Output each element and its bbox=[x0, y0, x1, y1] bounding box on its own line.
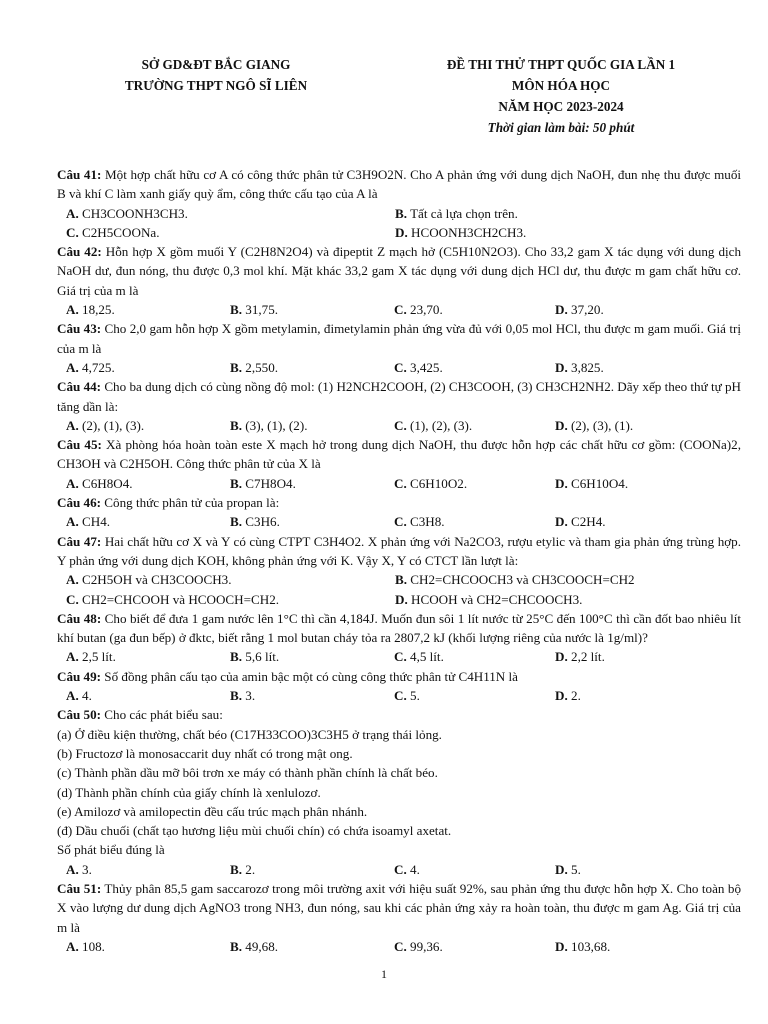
question-list bbox=[57, 165, 741, 705]
option-b[interactable]: B. 2,550. bbox=[230, 359, 279, 375]
option-b[interactable]: B. C7H8O4. bbox=[230, 475, 296, 491]
answer-options bbox=[57, 570, 741, 609]
option-c[interactable]: C. C2H5COONa. bbox=[66, 224, 160, 240]
answer-options bbox=[57, 647, 741, 666]
question-text: Công thức phân tử của propan là: bbox=[104, 495, 280, 511]
question-text: Cho các phát biểu sau: bbox=[104, 707, 223, 723]
option-a[interactable]: A. CH4. bbox=[66, 514, 111, 530]
question-text: Thủy phân 85,5 gam saccarozơ trong môi trường axit với hiệu suất 92%, sau phản ứng thu được hỗn hợp X. Cho toàn bộ X vào lượng dư dung dịch AgNO3 trong NH3, đun nóng, sau khi các phản ứng xảy ra hoàn toàn, thu được m gam Ag. Giá trị của m là bbox=[57, 880, 742, 935]
option-c[interactable]: C. 23,70. bbox=[394, 302, 443, 318]
option-a[interactable]: A. 3. bbox=[66, 861, 92, 877]
option-d[interactable]: D. 2. bbox=[555, 688, 581, 704]
subject-name: MÔN HÓA HỌC bbox=[511, 78, 611, 93]
question-44 bbox=[57, 377, 741, 435]
option-b[interactable]: B. 31,75. bbox=[230, 302, 279, 318]
school-year: NĂM HỌC 2023-2024 bbox=[498, 99, 624, 114]
question-46 bbox=[57, 493, 741, 532]
question-prompt: Số phát biểu đúng là bbox=[57, 842, 165, 858]
option-d[interactable]: D. 2,2 lít. bbox=[555, 649, 605, 665]
question-number: Câu 41: bbox=[57, 167, 102, 182]
option-b[interactable]: B. 5,6 lít. bbox=[230, 649, 280, 665]
question-text: Số đồng phân cấu tạo của amin bậc một có cùng công thức phân tử C4H11N là bbox=[104, 668, 518, 684]
option-d[interactable]: D. 103,68. bbox=[555, 938, 611, 954]
question-number: Câu 46: bbox=[57, 495, 102, 511]
option-c[interactable]: C. 4,5 lít. bbox=[394, 649, 444, 665]
option-b[interactable]: B. C3H6. bbox=[230, 514, 280, 530]
option-c[interactable]: C. 5. bbox=[394, 688, 420, 704]
option-a[interactable]: A. C2H5OH và CH3COOCH3. bbox=[66, 572, 232, 588]
option-a[interactable]: A. 4,725. bbox=[66, 359, 115, 375]
question-text: Hai chất hữu cơ X và Y có cùng CTPT C3H4O2. X phản ứng với Na2CO3, rượu etylic và tham gia phản ứng trùng hợp. Y phản ứng với dung dịch KOH, không phản ứng với K. Vậy X, Y có CTCT lần lượt là: bbox=[57, 533, 741, 568]
statement: (đ) Dầu chuối (chất tạo hương liệu mùi chuối chín) có chứa isoamyl axetat. bbox=[57, 823, 452, 839]
option-b[interactable]: B. 2. bbox=[230, 861, 256, 877]
option-c[interactable]: C. (1), (2), (3). bbox=[394, 417, 473, 433]
option-c[interactable]: C. C6H10O2. bbox=[394, 475, 468, 491]
statement: (c) Thành phần dầu mỡ bôi trơn xe máy có thành phần chính là chất béo. bbox=[57, 765, 438, 781]
question-text: Xà phòng hóa hoàn toàn este X mạch hở trong dung dịch NaOH, thu được hỗn hợp các chất hữu cơ gồm: (COONa)2, CH3OH và C2H5OH. Công thức phân tử của X là bbox=[57, 437, 741, 472]
option-b[interactable]: B. 49,68. bbox=[230, 938, 279, 954]
answer-options bbox=[57, 204, 741, 243]
school-name: TRƯỜNG THPT NGÔ SĨ LIÊN bbox=[124, 78, 308, 93]
question-text: Hỗn hợp X gồm muối Y (C2H8N2O4) và đipeptit Z mạch hở (C5H10N2O3). Cho 33,2 gam X tác dụng với dung dịch NaOH dư, đun nóng, thu được 0,3 mol khí. Mặt khác 33,2 gam X tác dụng với dung dịch HCl dư, thu được m gam chất hữu cơ. Giá trị của m là bbox=[57, 244, 742, 298]
question-47 bbox=[57, 532, 741, 609]
option-d[interactable]: D. 3,825. bbox=[555, 359, 604, 375]
question-text: Một hợp chất hữu cơ A có công thức phân tử C3H9O2N. Cho A phản ứng với dung dịch NaOH, đun nhẹ thu được muối B và khí C làm xanh giấy quỳ ẩm, công thức cấu tạo của A là bbox=[57, 167, 741, 202]
exam-title: ĐỀ THI THỬ THPT QUỐC GIA LẦN 1 bbox=[446, 57, 676, 72]
answer-options bbox=[57, 300, 741, 319]
school-header bbox=[96, 54, 336, 96]
statement: (d) Thành phần chính của giấy chính là xenlulozơ. bbox=[57, 784, 321, 800]
answer-options bbox=[57, 512, 741, 531]
option-c[interactable]: C. 3,425. bbox=[394, 359, 443, 375]
question-number: Câu 43: bbox=[57, 321, 102, 337]
question-51 bbox=[57, 879, 741, 956]
option-a[interactable]: A. (2), (1), (3). bbox=[66, 417, 145, 433]
question-50 bbox=[57, 705, 741, 879]
question-49 bbox=[57, 667, 741, 706]
question-number: Câu 45: bbox=[57, 437, 102, 453]
option-a[interactable]: A. 18,25. bbox=[66, 302, 115, 318]
question-number: Câu 50: bbox=[57, 707, 102, 723]
option-d[interactable]: D. C2H4. bbox=[555, 514, 606, 530]
statement: (a) Ở điều kiện thường, chất béo (C17H33COO)3C3H5 ở trạng thái lỏng. bbox=[57, 726, 442, 742]
option-c[interactable]: C. CH2=CHCOOH và HCOOCH=CH2. bbox=[66, 591, 280, 607]
question-45 bbox=[57, 435, 741, 493]
exam-duration: Thời gian làm bài: 50 phút bbox=[487, 120, 635, 135]
option-a[interactable]: A. 108. bbox=[66, 938, 105, 954]
question-number: Câu 49: bbox=[57, 668, 102, 684]
question-number: Câu 48: bbox=[57, 610, 102, 626]
option-a[interactable]: A. 4. bbox=[66, 688, 92, 704]
question-48 bbox=[57, 609, 741, 667]
question-number: Câu 44: bbox=[57, 379, 102, 395]
question-text: Cho ba dung dịch có cùng nồng độ mol: (1) H2NCH2COOH, (2) CH3COOH, (3) CH3CH2NH2. Dãy xếp theo thứ tự pH tăng dần là: bbox=[57, 379, 741, 414]
statement: (e) Amilozơ và amilopectin đều cấu trúc mạch phân nhánh. bbox=[57, 803, 368, 819]
answer-options bbox=[57, 937, 741, 956]
question-42 bbox=[57, 242, 741, 319]
answer-options bbox=[57, 686, 741, 705]
option-d[interactable]: D. HCOOH và CH2=CHCOOCH3. bbox=[395, 591, 583, 607]
page-number: 1 bbox=[381, 967, 387, 981]
option-b[interactable]: B. (3), (1), (2). bbox=[230, 417, 308, 433]
answer-options bbox=[57, 474, 741, 493]
question-number: Câu 51: bbox=[57, 880, 102, 896]
department-name: SỞ GD&ĐT BẮC GIANG bbox=[141, 57, 291, 72]
questions-body bbox=[57, 165, 741, 956]
answer-options bbox=[57, 416, 741, 435]
exam-header bbox=[396, 54, 726, 138]
option-d[interactable]: D. HCOONH3CH2CH3. bbox=[395, 224, 527, 240]
question-41 bbox=[57, 165, 741, 242]
question-43 bbox=[57, 319, 741, 377]
question-text: Cho 2,0 gam hỗn hợp X gồm metylamin, đimetylamin phản ứng vừa đủ với 0,05 mol HCl, thu được m gam muối. Giá trị của m là bbox=[57, 321, 742, 356]
option-b[interactable]: B. CH2=CHCOOCH3 và CH3COOCH=CH2 bbox=[395, 572, 635, 588]
option-c[interactable]: C. 4. bbox=[394, 861, 420, 877]
question-number: Câu 47: bbox=[57, 533, 102, 549]
question-text: Cho biết để đưa 1 gam nước lên 1°C thì cần 4,184J. Muốn đun sôi 1 lít nước từ 25°C đến 100°C thì cần đốt bao nhiêu lít khí butan (ga đun bếp) ở đktc, biết rằng 1 mol butan cháy tỏa ra 2807,2 kJ (khối lượng riêng của nước là 1g/ml)? bbox=[57, 610, 741, 646]
answer-options bbox=[57, 358, 741, 377]
option-a[interactable]: A. 2,5 lít. bbox=[66, 649, 116, 665]
option-d[interactable]: D. 37,20. bbox=[555, 302, 604, 318]
option-b[interactable]: B. Tất cả lựa chọn trên. bbox=[395, 205, 518, 221]
option-a[interactable]: A. C6H8O4. bbox=[66, 475, 133, 491]
option-a[interactable]: A. CH3COONH3CH3. bbox=[66, 205, 188, 221]
statement: (b) Fructozơ là monosaccarit duy nhất có trong mật ong. bbox=[57, 745, 353, 761]
question-number: Câu 42: bbox=[57, 244, 102, 260]
option-d[interactable]: D. (2), (3), (1). bbox=[555, 417, 634, 433]
option-d[interactable]: D. C6H10O4. bbox=[555, 475, 629, 491]
option-d[interactable]: D. 5. bbox=[555, 861, 581, 877]
option-c[interactable]: C. 99,36. bbox=[394, 938, 443, 954]
option-b[interactable]: B. 3. bbox=[230, 688, 256, 704]
option-c[interactable]: C. C3H8. bbox=[394, 514, 445, 530]
answer-options bbox=[57, 860, 741, 879]
